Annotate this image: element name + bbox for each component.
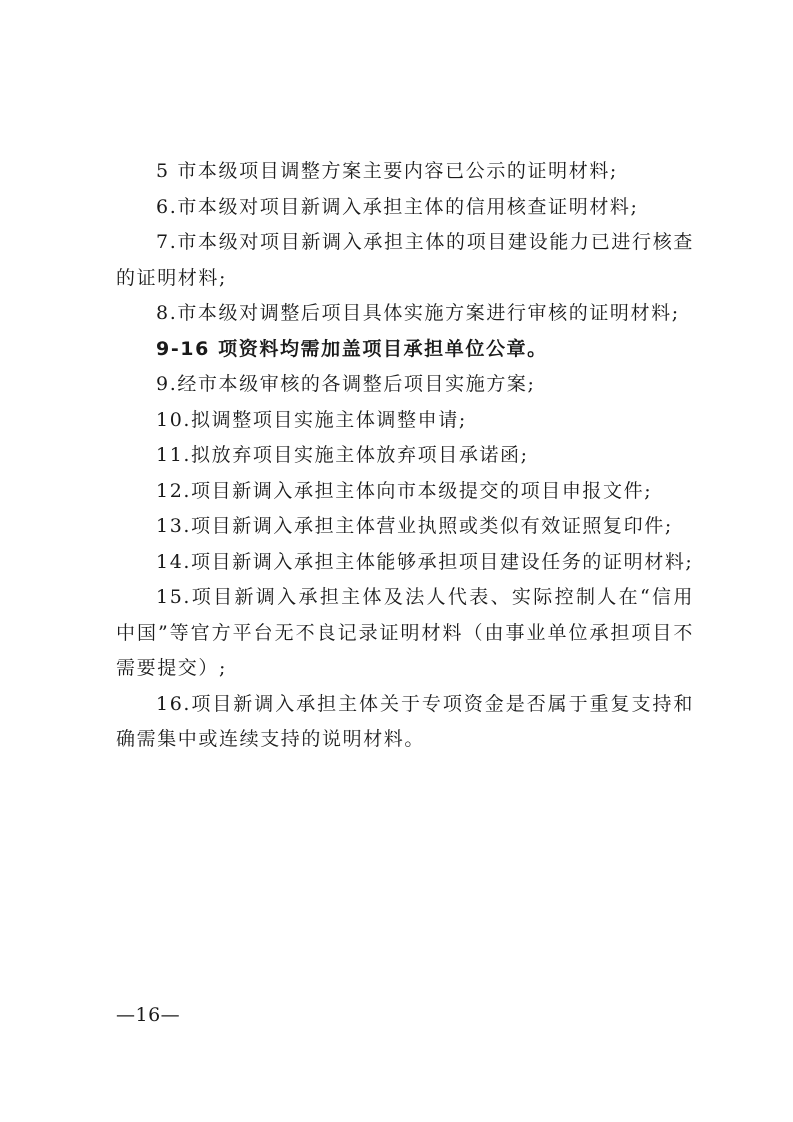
list-item-16: 16.项目新调入承担主体关于专项资金是否属于重复支持和确需集中或连续支持的说明材料。 xyxy=(116,692,694,750)
list-item-12: 12.项目新调入承担主体向市本级提交的项目申报文件; xyxy=(156,479,653,502)
list-item-10: 10.拟调整项目实施主体调整申请; xyxy=(156,408,467,431)
material-list xyxy=(116,154,694,758)
list-item-11: 11.拟放弃项目实施主体放弃项目承诺函; xyxy=(156,444,529,466)
list-item-8: 8.市本级对调整后项目具体实施方案进行审核的证明材料; xyxy=(156,302,680,324)
list-item-5: 5 市本级项目调整方案主要内容已公示的证明材料; xyxy=(156,160,618,182)
list-item-13: 13.项目新调入承担主体营业执照或类似有效证照复印件; xyxy=(156,515,673,537)
list-item-6: 6.市本级对项目新调入承担主体的信用核查证明材料; xyxy=(156,195,639,218)
list-item-9: 9.经市本级审核的各调整后项目实施方案; xyxy=(156,373,536,395)
page-number: —16— xyxy=(116,1004,181,1026)
list-item-15: 15.项目新调入承担主体及法人代表、实际控制人在“信用中国”等官方平台无不良记录证明材料（由事业单位承担项目不需要提交）; xyxy=(116,586,694,679)
section-note: 9-16 项资料均需加盖项目承担单位公章。 xyxy=(156,337,548,360)
list-item-14: 14.项目新调入承担主体能够承担项目建设任务的证明材料; xyxy=(156,550,694,573)
list-item-7: 7.市本级对项目新调入承担主体的项目建设能力已进行核查的证明材料; xyxy=(116,231,694,289)
